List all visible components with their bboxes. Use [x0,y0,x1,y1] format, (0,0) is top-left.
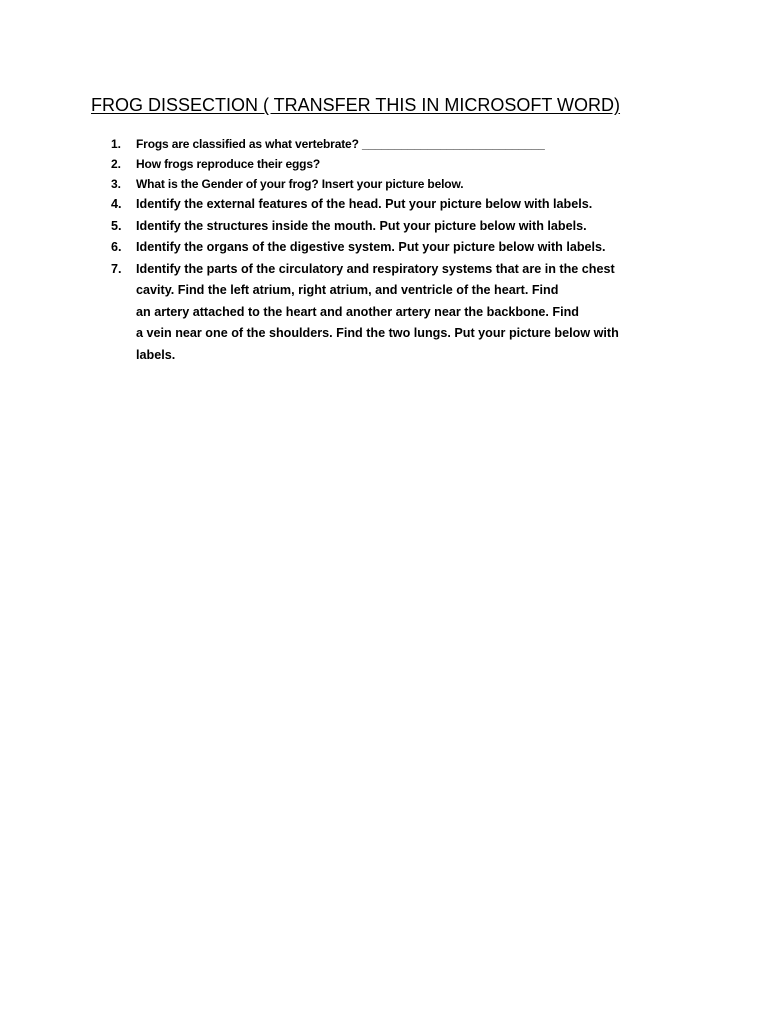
question-text-line: an artery attached to the heart and another artery near the backbone. Find [136,304,579,319]
question-number: 7. [111,261,122,276]
question-text: Frogs are classified as what vertebrate? ____________________________ [136,137,545,151]
question-text: Identify the external features of the head. Put your picture below with labels. [136,197,593,211]
question-item [0,134,768,154]
question-item [0,174,768,194]
question-text-line: a vein near one of the shoulders. Find the two lungs. Put your picture below with [136,326,619,340]
question-text: How frogs reproduce their eggs? [136,157,321,171]
question-text: Identify the structures inside the mouth. Put your picture below with labels. [136,218,587,233]
question-text-line: cavity. Find the left atrium, right atrium, and ventricle of the heart. Find [136,283,559,297]
question-text-line: Identify the parts of the circulatory and respiratory systems that are in the chest [136,261,615,276]
question-text: Identify the organs of the digestive system. Put your picture below with labels. [136,240,606,254]
question-text [136,259,656,367]
question-number: 1. [111,137,122,151]
question-number: 4. [111,197,122,211]
question-number: 3. [111,177,122,191]
question-item [0,194,768,216]
question-text: What is the Gender of your frog? Insert your picture below. [136,177,464,191]
question-text-line: labels. [136,347,176,362]
question-item [0,259,768,367]
question-number: 6. [111,240,122,254]
question-item [0,216,768,238]
question-list [0,134,768,366]
page-title: FROG DISSECTION ( TRANSFER THIS IN MICROSOFT WORD) [91,95,621,115]
question-item [0,237,768,259]
question-number: 5. [111,218,122,233]
question-item [0,154,768,174]
question-number: 2. [111,157,122,171]
